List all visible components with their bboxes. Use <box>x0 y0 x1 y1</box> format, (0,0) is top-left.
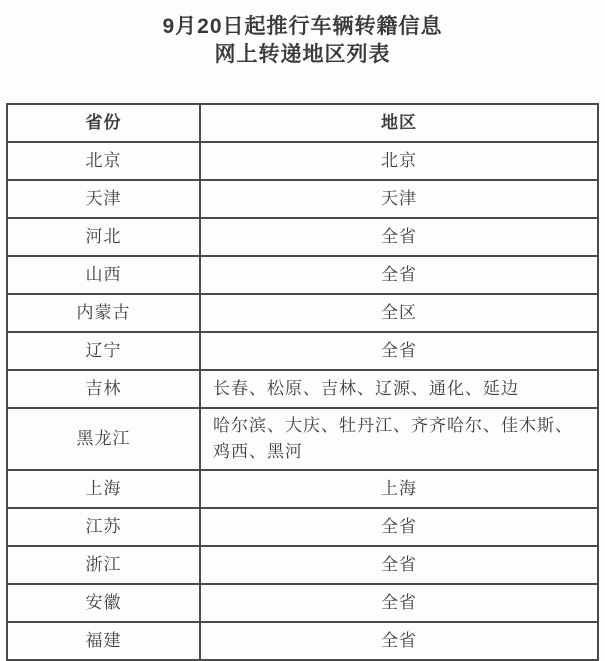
region-cell: 全省 <box>200 546 598 584</box>
region-table <box>6 103 599 661</box>
province-cell: 安徽 <box>7 584 200 622</box>
table-header-row <box>7 104 598 142</box>
table-row <box>7 584 598 622</box>
table-row <box>7 180 598 218</box>
table-row <box>7 142 598 180</box>
table-row <box>7 408 598 470</box>
region-cell: 上海 <box>200 470 598 508</box>
province-cell: 上海 <box>7 470 200 508</box>
region-cell: 全省 <box>200 584 598 622</box>
region-cell: 全省 <box>200 332 598 370</box>
header-region: 地区 <box>200 104 598 142</box>
region-cell: 全省 <box>200 256 598 294</box>
table-row <box>7 256 598 294</box>
province-cell: 黑龙江 <box>7 408 200 470</box>
region-cell: 全省 <box>200 218 598 256</box>
table-row <box>7 370 598 408</box>
province-cell: 江苏 <box>7 508 200 546</box>
province-cell: 吉林 <box>7 370 200 408</box>
region-cell: 哈尔滨、大庆、牡丹江、齐齐哈尔、佳木斯、鸡西、黑河 <box>200 408 598 470</box>
province-cell: 河北 <box>7 218 200 256</box>
page-title <box>0 0 605 69</box>
table-row <box>7 332 598 370</box>
region-cell: 北京 <box>200 142 598 180</box>
province-cell: 福建 <box>7 622 200 660</box>
province-cell: 辽宁 <box>7 332 200 370</box>
province-cell: 天津 <box>7 180 200 218</box>
table-row <box>7 218 598 256</box>
table-row <box>7 470 598 508</box>
region-cell: 全省 <box>200 622 598 660</box>
province-cell: 山西 <box>7 256 200 294</box>
region-cell: 全省 <box>200 508 598 546</box>
region-cell: 长春、松原、吉林、辽源、通化、延边 <box>200 370 598 408</box>
header-province: 省份 <box>7 104 200 142</box>
table-row <box>7 508 598 546</box>
province-cell: 北京 <box>7 142 200 180</box>
province-cell: 浙江 <box>7 546 200 584</box>
region-cell: 全区 <box>200 294 598 332</box>
title-line-1: 9月20日起推行车辆转籍信息 <box>162 15 443 38</box>
province-cell: 内蒙古 <box>7 294 200 332</box>
title-line-2: 网上转递地区列表 <box>214 43 391 66</box>
table-row <box>7 622 598 660</box>
table-row <box>7 294 598 332</box>
table-row <box>7 546 598 584</box>
region-cell: 天津 <box>200 180 598 218</box>
